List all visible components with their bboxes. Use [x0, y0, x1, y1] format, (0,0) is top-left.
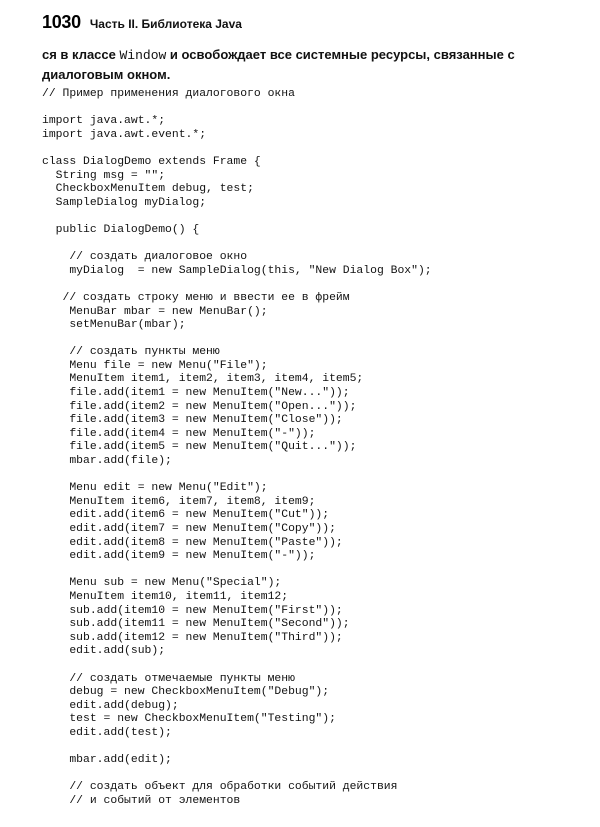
code-line: MenuItem item10, item11, item12; — [42, 590, 289, 603]
code-line: sub.add(item11 = new MenuItem("Second")); — [42, 618, 350, 631]
code-line: file.add(item1 = new MenuItem("New...")); — [42, 387, 350, 400]
code-line: // создать пункты меню — [42, 346, 220, 359]
code-line: edit.add(item8 = new MenuItem("Paste")); — [42, 536, 343, 549]
code-line: import java.awt.event.*; — [42, 128, 207, 141]
code-line: setMenuBar(mbar); — [42, 319, 186, 332]
code-line: file.add(item2 = new MenuItem("Open...")); — [42, 400, 357, 413]
code-line: // создать отмечаемые пункты меню — [42, 672, 295, 685]
code-line: edit.add(debug); — [42, 699, 179, 712]
code-line: // создать объект для обработки событий действия — [42, 781, 398, 794]
inline-class-name: Window — [119, 48, 167, 63]
code-line: SampleDialog myDialog; — [42, 196, 207, 209]
code-line: class DialogDemo extends Frame { — [42, 155, 261, 168]
code-line: Menu file = new Menu("File"); — [42, 359, 268, 372]
code-line: edit.add(test); — [42, 726, 172, 739]
code-line: file.add(item3 = new MenuItem("Close")); — [42, 414, 343, 427]
code-line: sub.add(item10 = new MenuItem("First")); — [42, 604, 343, 617]
code-line: MenuItem item1, item2, item3, item4, item5; — [42, 373, 364, 386]
code-listing — [42, 88, 582, 808]
code-line: mbar.add(file); — [42, 455, 172, 468]
code-line: file.add(item5 = new MenuItem("Quit...")); — [42, 441, 357, 454]
code-line: mbar.add(edit); — [42, 754, 172, 767]
code-line: String msg = ""; — [42, 169, 166, 182]
code-line: file.add(item4 = new MenuItem("-")); — [42, 427, 316, 440]
code-line: MenuItem item6, item7, item8, item9; — [42, 495, 316, 508]
code-line: // создать диалоговое окно — [42, 251, 248, 264]
intro-paragraph — [42, 45, 567, 84]
code-line: MenuBar mbar = new MenuBar(); — [42, 305, 268, 318]
intro-text-before: ся в классе — [42, 47, 120, 62]
code-line: Menu sub = new Menu("Special"); — [42, 577, 282, 590]
code-line: import java.awt.*; — [42, 115, 166, 128]
code-line: CheckboxMenuItem debug, test; — [42, 183, 254, 196]
page-number: 1030 — [42, 12, 81, 32]
code-line: edit.add(item9 = new MenuItem("-")); — [42, 550, 316, 563]
code-line: edit.add(item7 = new MenuItem("Copy")); — [42, 523, 336, 535]
code-line: sub.add(item12 = new MenuItem("Third")); — [42, 631, 343, 644]
page-header — [42, 12, 242, 33]
code-line: // и событий от элементов — [42, 794, 241, 807]
code-line: Menu edit = new Menu("Edit"); — [42, 482, 268, 495]
code-line: test = new CheckboxMenuItem("Testing"); — [42, 713, 336, 726]
code-line: public DialogDemo() { — [42, 223, 200, 236]
code-line: myDialog = new SampleDialog(this, "New Dialog Box"); — [42, 264, 432, 277]
intro-text-after: и освобождает все системные ресурсы, связанные с диалоговым окном. — [42, 47, 515, 82]
code-line: edit.add(sub); — [42, 645, 166, 658]
code-line: debug = new CheckboxMenuItem("Debug"); — [42, 686, 330, 699]
code-line: // создать строку меню и ввести ее в фрейм — [42, 291, 350, 304]
running-head: Часть II. Библиотека Java — [89, 17, 242, 31]
code-line: // Пример применения диалогового окна — [42, 88, 295, 100]
code-line: edit.add(item6 = new MenuItem("Cut")); — [42, 509, 330, 522]
